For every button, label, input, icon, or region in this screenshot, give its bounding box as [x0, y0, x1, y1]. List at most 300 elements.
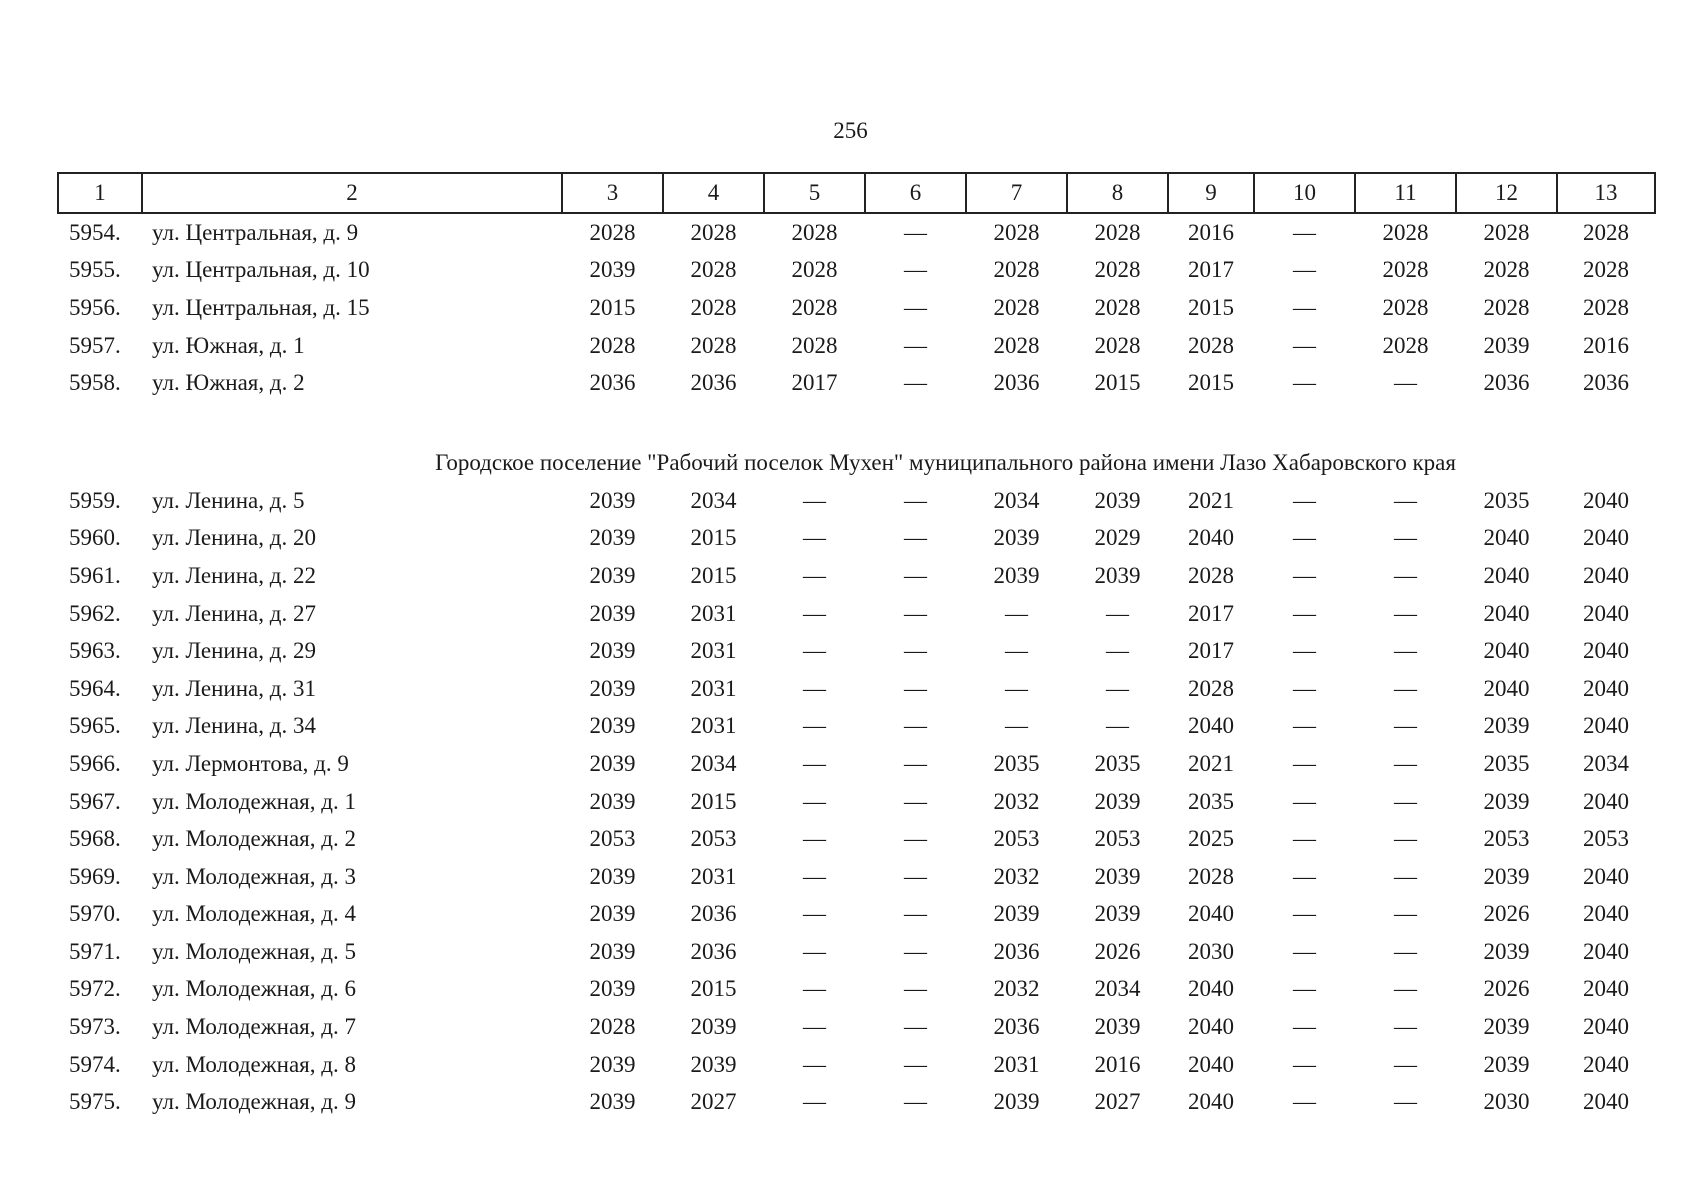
value-cell-col-4: 2015 — [690, 525, 737, 551]
value-cell-col-11: — — [1394, 525, 1417, 551]
address-cell: ул. Центральная, д. 9 — [152, 219, 359, 245]
value-cell-col-6: — — [904, 938, 927, 964]
table-row — [58, 896, 1655, 934]
value-cell-col-12: 2040 — [1483, 675, 1530, 701]
value-cell-col-4: 2015 — [690, 976, 737, 1002]
value-cell-col-4: 2036 — [690, 901, 737, 927]
value-cell-col-7: — — [1005, 638, 1028, 664]
value-cell-col-11: — — [1394, 562, 1417, 588]
row-number: 5974. — [69, 1051, 121, 1077]
value-cell-col-4: 2034 — [690, 750, 737, 776]
address-cell: ул. Молодежная, д. 4 — [152, 901, 356, 927]
value-cell-col-11: — — [1394, 1014, 1417, 1040]
value-cell-col-11: — — [1394, 901, 1417, 927]
table-row — [58, 745, 1655, 783]
value-cell-col-11: 2028 — [1382, 332, 1429, 358]
value-cell-col-7: 2034 — [993, 487, 1040, 513]
value-cell-col-3: 2039 — [589, 713, 636, 739]
value-cell-col-12: 2040 — [1483, 562, 1530, 588]
column-header-9: 9 — [1168, 173, 1254, 213]
value-cell-col-7: 2039 — [993, 562, 1040, 588]
value-cell-col-4: 2036 — [690, 370, 737, 396]
value-cell-col-5: — — [803, 788, 826, 814]
value-cell-col-10: — — [1293, 863, 1316, 889]
value-cell-col-5: — — [803, 638, 826, 664]
value-cell-col-13: 2040 — [1583, 638, 1629, 664]
value-cell-col-5: — — [803, 600, 826, 626]
value-cell-col-5: — — [803, 1014, 826, 1040]
address-cell: ул. Центральная, д. 15 — [152, 294, 370, 320]
value-cell-col-7: — — [1005, 675, 1028, 701]
table-row — [58, 1083, 1655, 1121]
table-row — [58, 595, 1655, 633]
column-header-12: 12 — [1456, 173, 1557, 213]
value-cell-col-12: 2053 — [1483, 826, 1530, 852]
table-row — [58, 708, 1655, 746]
table-row — [58, 1008, 1655, 1046]
value-cell-col-7: 2028 — [993, 257, 1040, 283]
table-row — [58, 557, 1655, 595]
row-number: 5956. — [69, 294, 121, 320]
value-cell-col-6: — — [904, 750, 927, 776]
value-cell-col-5: — — [803, 675, 826, 701]
value-cell-col-8: 2028 — [1094, 332, 1141, 358]
value-cell-col-9: 2040 — [1188, 1089, 1234, 1115]
address-cell: ул. Ленина, д. 29 — [152, 638, 316, 664]
value-cell-col-4: 2031 — [690, 675, 737, 701]
value-cell-col-3: 2036 — [589, 370, 636, 396]
value-cell-col-6: — — [904, 788, 927, 814]
value-cell-col-3: 2039 — [589, 901, 636, 927]
value-cell-col-7: — — [1005, 713, 1028, 739]
table-row — [58, 670, 1655, 708]
value-cell-col-7: 2028 — [993, 332, 1040, 358]
row-number: 5958. — [69, 370, 121, 396]
value-cell-col-6: — — [904, 294, 927, 320]
value-cell-col-9: 2028 — [1188, 562, 1234, 588]
address-cell: ул. Молодежная, д. 2 — [152, 826, 356, 852]
value-cell-col-13: 2040 — [1583, 525, 1629, 551]
page-number: 256 — [833, 118, 868, 143]
address-cell: ул. Южная, д. 1 — [152, 332, 305, 358]
address-cell: ул. Молодежная, д. 3 — [152, 863, 356, 889]
value-cell-col-9: 2021 — [1188, 487, 1234, 513]
value-cell-col-9: 2040 — [1188, 1051, 1234, 1077]
value-cell-col-10: — — [1293, 976, 1316, 1002]
value-cell-col-10: — — [1293, 826, 1316, 852]
column-header-4: 4 — [663, 173, 764, 213]
value-cell-col-4: 2053 — [690, 826, 737, 852]
address-cell: ул. Молодежная, д. 9 — [152, 1089, 356, 1115]
row-number: 5975. — [69, 1089, 121, 1115]
value-cell-col-12: 2039 — [1483, 863, 1530, 889]
value-cell-col-9: 2028 — [1188, 332, 1234, 358]
value-cell-col-13: 2040 — [1583, 562, 1629, 588]
value-cell-col-13: 2040 — [1583, 1051, 1629, 1077]
value-cell-col-7: 2032 — [993, 788, 1040, 814]
value-cell-col-13: 2040 — [1583, 487, 1629, 513]
value-cell-col-11: — — [1394, 938, 1417, 964]
value-cell-col-3: 2015 — [589, 294, 636, 320]
value-cell-col-13: 2028 — [1583, 294, 1629, 320]
column-header-11: 11 — [1355, 173, 1456, 213]
value-cell-col-8: — — [1106, 675, 1129, 701]
value-cell-col-12: 2028 — [1483, 257, 1530, 283]
value-cell-col-13: 2040 — [1583, 1089, 1629, 1115]
value-cell-col-9: 2040 — [1188, 525, 1234, 551]
value-cell-col-9: 2028 — [1188, 863, 1234, 889]
value-cell-col-3: 2039 — [589, 938, 636, 964]
value-cell-col-3: 2039 — [589, 750, 636, 776]
value-cell-col-8: 2053 — [1094, 826, 1141, 852]
value-cell-col-4: 2015 — [690, 562, 737, 588]
address-cell: ул. Молодежная, д. 6 — [152, 976, 356, 1002]
value-cell-col-5: 2028 — [791, 257, 838, 283]
value-cell-col-7: 2036 — [993, 370, 1040, 396]
value-cell-col-6: — — [904, 638, 927, 664]
table-row — [58, 971, 1655, 1009]
data-table — [57, 172, 1656, 1121]
value-cell-col-6: — — [904, 901, 927, 927]
value-cell-col-10: — — [1293, 332, 1316, 358]
row-number: 5957. — [69, 332, 121, 358]
value-cell-col-13: 2040 — [1583, 863, 1629, 889]
value-cell-col-6: — — [904, 257, 927, 283]
value-cell-col-13: 2016 — [1583, 332, 1629, 358]
row-number: 5960. — [69, 525, 121, 551]
value-cell-col-6: — — [904, 1089, 927, 1115]
value-cell-col-10: — — [1293, 750, 1316, 776]
address-cell: ул. Ленина, д. 34 — [152, 713, 316, 739]
value-cell-col-13: 2040 — [1583, 788, 1629, 814]
value-cell-col-9: 2017 — [1188, 638, 1234, 664]
value-cell-col-12: 2039 — [1483, 1014, 1530, 1040]
table-row — [58, 632, 1655, 670]
value-cell-col-10: — — [1293, 788, 1316, 814]
value-cell-col-8: 2039 — [1094, 487, 1141, 513]
value-cell-col-10: — — [1293, 487, 1316, 513]
table-row — [58, 364, 1655, 402]
address-cell: ул. Ленина, д. 5 — [152, 487, 305, 513]
address-cell: ул. Ленина, д. 27 — [152, 600, 316, 626]
value-cell-col-12: 2039 — [1483, 788, 1530, 814]
value-cell-col-10: — — [1293, 257, 1316, 283]
value-cell-col-6: — — [904, 332, 927, 358]
value-cell-col-10: — — [1293, 675, 1316, 701]
row-number: 5971. — [69, 938, 121, 964]
value-cell-col-13: 2040 — [1583, 901, 1629, 927]
value-cell-col-7: 2053 — [993, 826, 1040, 852]
value-cell-col-3: 2028 — [589, 1014, 636, 1040]
value-cell-col-6: — — [904, 219, 927, 245]
value-cell-col-8: 2028 — [1094, 257, 1141, 283]
value-cell-col-11: — — [1394, 826, 1417, 852]
value-cell-col-13: 2028 — [1583, 257, 1629, 283]
column-header-2: 2 — [142, 173, 562, 213]
value-cell-col-10: — — [1293, 600, 1316, 626]
row-number: 5967. — [69, 788, 121, 814]
value-cell-col-5: — — [803, 487, 826, 513]
value-cell-col-12: 2028 — [1483, 294, 1530, 320]
value-cell-col-9: 2030 — [1188, 938, 1234, 964]
value-cell-col-12: 2039 — [1483, 713, 1530, 739]
value-cell-col-5: 2028 — [791, 332, 838, 358]
value-cell-col-10: — — [1293, 562, 1316, 588]
table-row — [58, 482, 1655, 520]
value-cell-col-12: 2036 — [1483, 370, 1530, 396]
value-cell-col-12: 2035 — [1483, 487, 1530, 513]
value-cell-col-11: 2028 — [1382, 219, 1429, 245]
value-cell-col-5: — — [803, 1051, 826, 1077]
value-cell-col-5: — — [803, 1089, 826, 1115]
value-cell-col-8: — — [1106, 713, 1129, 739]
value-cell-col-8: 2039 — [1094, 863, 1141, 889]
value-cell-col-8: 2039 — [1094, 1014, 1141, 1040]
value-cell-col-3: 2039 — [589, 600, 636, 626]
value-cell-col-3: 2039 — [589, 863, 636, 889]
value-cell-col-9: 2015 — [1188, 294, 1234, 320]
value-cell-col-7: 2036 — [993, 1014, 1040, 1040]
value-cell-col-4: 2031 — [690, 638, 737, 664]
value-cell-col-10: — — [1293, 901, 1316, 927]
value-cell-col-5: — — [803, 750, 826, 776]
value-cell-col-4: 2036 — [690, 938, 737, 964]
value-cell-col-13: 2040 — [1583, 713, 1629, 739]
value-cell-col-3: 2039 — [589, 525, 636, 551]
table-row — [58, 213, 1655, 252]
address-cell: ул. Молодежная, д. 1 — [152, 788, 356, 814]
value-cell-col-4: 2028 — [690, 257, 737, 283]
value-cell-col-12: 2040 — [1483, 638, 1530, 664]
header-row — [58, 173, 1655, 213]
value-cell-col-8: 2035 — [1094, 750, 1141, 776]
value-cell-col-10: — — [1293, 1051, 1316, 1077]
value-cell-col-8: 2039 — [1094, 562, 1141, 588]
column-header-1: 1 — [58, 173, 142, 213]
value-cell-col-3: 2039 — [589, 487, 636, 513]
value-cell-col-6: — — [904, 525, 927, 551]
value-cell-col-12: 2026 — [1483, 901, 1530, 927]
table-row — [58, 289, 1655, 327]
table-row — [58, 783, 1655, 821]
value-cell-col-6: — — [904, 600, 927, 626]
value-cell-col-11: — — [1394, 788, 1417, 814]
value-cell-col-4: 2028 — [690, 219, 737, 245]
value-cell-col-12: 2030 — [1483, 1089, 1530, 1115]
value-cell-col-7: 2039 — [993, 525, 1040, 551]
value-cell-col-12: 2040 — [1483, 600, 1530, 626]
value-cell-col-11: — — [1394, 976, 1417, 1002]
value-cell-col-6: — — [904, 487, 927, 513]
value-cell-col-3: 2039 — [589, 788, 636, 814]
value-cell-col-10: — — [1293, 938, 1316, 964]
column-header-3: 3 — [562, 173, 663, 213]
value-cell-col-6: — — [904, 826, 927, 852]
value-cell-col-12: 2039 — [1483, 1051, 1530, 1077]
column-header-8: 8 — [1067, 173, 1168, 213]
value-cell-col-7: 2039 — [993, 1089, 1040, 1115]
value-cell-col-6: — — [904, 562, 927, 588]
value-cell-col-5: — — [803, 938, 826, 964]
value-cell-col-6: — — [904, 370, 927, 396]
value-cell-col-10: — — [1293, 525, 1316, 551]
value-cell-col-7: 2039 — [993, 901, 1040, 927]
value-cell-col-8: 2016 — [1094, 1051, 1141, 1077]
value-cell-col-6: — — [904, 1051, 927, 1077]
value-cell-col-6: — — [904, 976, 927, 1002]
value-cell-col-8: 2039 — [1094, 788, 1141, 814]
table-row — [58, 327, 1655, 365]
row-number: 5954. — [69, 219, 121, 245]
value-cell-col-11: — — [1394, 638, 1417, 664]
value-cell-col-12: 2039 — [1483, 938, 1530, 964]
value-cell-col-11: — — [1394, 600, 1417, 626]
section-heading-row — [58, 444, 1655, 482]
value-cell-col-5: — — [803, 713, 826, 739]
value-cell-col-5: — — [803, 525, 826, 551]
value-cell-col-7: 2028 — [993, 219, 1040, 245]
value-cell-col-8: — — [1106, 600, 1129, 626]
value-cell-col-4: 2031 — [690, 713, 737, 739]
value-cell-col-11: — — [1394, 863, 1417, 889]
row-number: 5964. — [69, 675, 121, 701]
value-cell-col-4: 2034 — [690, 487, 737, 513]
value-cell-col-3: 2039 — [589, 1089, 636, 1115]
address-cell: ул. Лермонтова, д. 9 — [152, 750, 349, 776]
row-number: 5959. — [69, 487, 121, 513]
spacer-row — [58, 402, 1655, 444]
value-cell-col-3: 2039 — [589, 257, 636, 283]
value-cell-col-7: 2036 — [993, 938, 1040, 964]
value-cell-col-4: 2039 — [690, 1051, 737, 1077]
row-number: 5965. — [69, 713, 121, 739]
value-cell-col-7: 2031 — [993, 1051, 1040, 1077]
value-cell-col-4: 2028 — [690, 294, 737, 320]
value-cell-col-6: — — [904, 713, 927, 739]
value-cell-col-11: — — [1394, 1089, 1417, 1115]
value-cell-col-10: — — [1293, 294, 1316, 320]
value-cell-col-3: 2028 — [589, 332, 636, 358]
value-cell-col-6: — — [904, 863, 927, 889]
column-header-6: 6 — [865, 173, 966, 213]
value-cell-col-9: 2021 — [1188, 750, 1234, 776]
value-cell-col-9: 2040 — [1188, 901, 1234, 927]
value-cell-col-4: 2015 — [690, 788, 737, 814]
value-cell-col-5: 2028 — [791, 219, 838, 245]
value-cell-col-10: — — [1293, 219, 1316, 245]
value-cell-col-10: — — [1293, 713, 1316, 739]
table-row — [58, 252, 1655, 290]
value-cell-col-4: 2031 — [690, 600, 737, 626]
value-cell-col-9: 2040 — [1188, 976, 1234, 1002]
address-cell: ул. Ленина, д. 31 — [152, 675, 316, 701]
value-cell-col-7: — — [1005, 600, 1028, 626]
value-cell-col-4: 2039 — [690, 1014, 737, 1040]
value-cell-col-13: 2053 — [1583, 826, 1629, 852]
value-cell-col-9: 2028 — [1188, 675, 1234, 701]
row-number: 5972. — [69, 976, 121, 1002]
row-number: 5969. — [69, 863, 121, 889]
value-cell-col-13: 2040 — [1583, 600, 1629, 626]
column-header-10: 10 — [1254, 173, 1355, 213]
value-cell-col-7: 2032 — [993, 863, 1040, 889]
value-cell-col-12: 2040 — [1483, 525, 1530, 551]
value-cell-col-9: 2015 — [1188, 370, 1234, 396]
value-cell-col-5: — — [803, 562, 826, 588]
value-cell-col-12: 2026 — [1483, 976, 1530, 1002]
column-header-13: 13 — [1557, 173, 1655, 213]
value-cell-col-8: 2027 — [1094, 1089, 1141, 1115]
value-cell-col-3: 2039 — [589, 1051, 636, 1077]
value-cell-col-11: — — [1394, 713, 1417, 739]
row-number: 5961. — [69, 562, 121, 588]
address-cell: ул. Центральная, д. 10 — [152, 257, 370, 283]
row-number: 5970. — [69, 901, 121, 927]
value-cell-col-9: 2016 — [1188, 219, 1234, 245]
value-cell-col-13: 2040 — [1583, 1014, 1629, 1040]
value-cell-col-13: 2028 — [1583, 219, 1629, 245]
address-cell: ул. Молодежная, д. 7 — [152, 1014, 356, 1040]
value-cell-col-11: — — [1394, 675, 1417, 701]
value-cell-col-5: — — [803, 976, 826, 1002]
section-title: Городское поселение "Рабочий поселок Мухен" муниципального района имени Лазо Хабаровского края — [435, 449, 1456, 475]
value-cell-col-13: 2040 — [1583, 675, 1629, 701]
value-cell-col-5: 2028 — [791, 294, 838, 320]
value-cell-col-12: 2039 — [1483, 332, 1530, 358]
value-cell-col-10: — — [1293, 370, 1316, 396]
value-cell-col-3: 2053 — [589, 826, 636, 852]
table-row — [58, 933, 1655, 971]
value-cell-col-3: 2039 — [589, 976, 636, 1002]
value-cell-col-11: — — [1394, 487, 1417, 513]
column-header-7: 7 — [966, 173, 1067, 213]
value-cell-col-9: 2040 — [1188, 713, 1234, 739]
table-row — [58, 858, 1655, 896]
value-cell-col-9: 2017 — [1188, 257, 1234, 283]
address-cell: ул. Молодежная, д. 5 — [152, 938, 356, 964]
value-cell-col-5: — — [803, 901, 826, 927]
value-cell-col-7: 2035 — [993, 750, 1040, 776]
row-number: 5973. — [69, 1014, 121, 1040]
value-cell-col-11: — — [1394, 750, 1417, 776]
table-row — [58, 520, 1655, 558]
value-cell-col-8: — — [1106, 638, 1129, 664]
value-cell-col-9: 2017 — [1188, 600, 1234, 626]
value-cell-col-10: — — [1293, 1089, 1316, 1115]
value-cell-col-4: 2027 — [690, 1089, 737, 1115]
value-cell-col-3: 2028 — [589, 219, 636, 245]
value-cell-col-3: 2039 — [589, 638, 636, 664]
value-cell-col-11: — — [1394, 370, 1417, 396]
value-cell-col-13: 2040 — [1583, 976, 1629, 1002]
value-cell-col-9: 2035 — [1188, 788, 1234, 814]
table-row — [58, 1046, 1655, 1084]
value-cell-col-7: 2028 — [993, 294, 1040, 320]
value-cell-col-3: 2039 — [589, 675, 636, 701]
value-cell-col-5: 2017 — [791, 370, 838, 396]
value-cell-col-8: 2034 — [1094, 976, 1141, 1002]
value-cell-col-11: — — [1394, 1051, 1417, 1077]
value-cell-col-8: 2028 — [1094, 294, 1141, 320]
spacer-cell — [58, 402, 1655, 444]
address-cell: ул. Молодежная, д. 8 — [152, 1051, 356, 1077]
value-cell-col-4: 2031 — [690, 863, 737, 889]
value-cell-col-13: 2034 — [1583, 750, 1629, 776]
address-cell: ул. Ленина, д. 22 — [152, 562, 316, 588]
value-cell-col-7: 2032 — [993, 976, 1040, 1002]
value-cell-col-4: 2028 — [690, 332, 737, 358]
address-cell: ул. Южная, д. 2 — [152, 370, 305, 396]
